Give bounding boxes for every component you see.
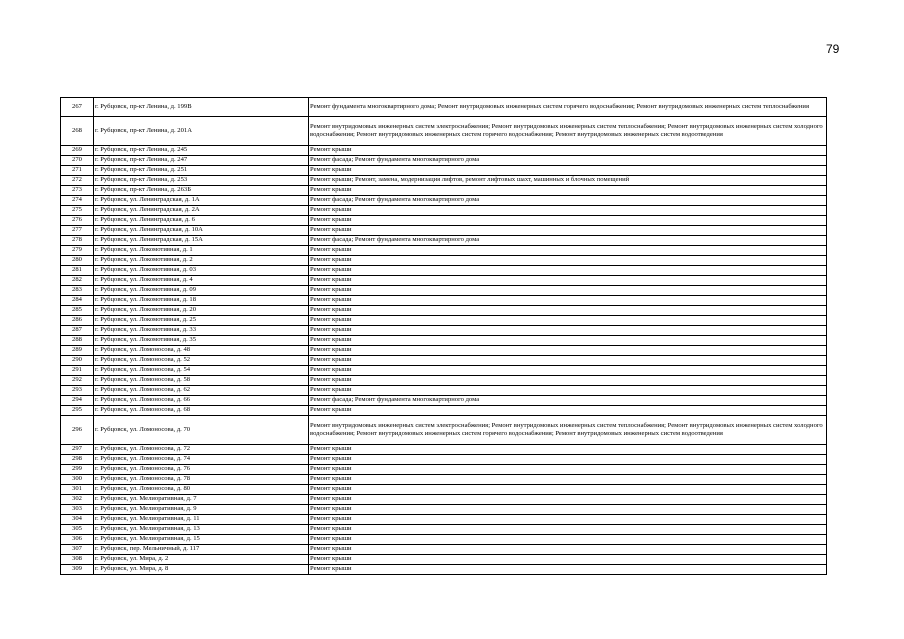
table-row [61,166,827,176]
row-work: Ремонт крыши [309,555,827,565]
row-address: г. Рубцовск, ул. Локомотивная, д. 4 [94,276,309,286]
table-row [61,386,827,396]
row-work: Ремонт внутридомовых инженерных систем электроснабжения; Ремонт внутридомовых инженерных систем теплоснабжения; Ремонт внутридомовых инженерных систем холодного водоснабжения; Ремонт внутридомовых инженерных систем горячего водоснабжения; Ремонт внутридомовых инженерных систем водоотведения [309,416,827,445]
table-row [61,555,827,565]
row-address: г. Рубцовск, ул. Ленинградская, д. 1А [94,196,309,206]
row-work: Ремонт крыши [309,495,827,505]
table-row [61,515,827,525]
row-work: Ремонт крыши [309,565,827,575]
row-number: 292 [61,376,94,386]
row-work: Ремонт крыши [309,146,827,156]
row-address: г. Рубцовск, ул. Мира, д. 2 [94,555,309,565]
row-number: 291 [61,366,94,376]
row-work: Ремонт крыши [309,336,827,346]
row-work: Ремонт фасада; Ремонт фундамента многоквартирного дома [309,156,827,166]
row-work: Ремонт крыши [309,515,827,525]
row-work: Ремонт крыши [309,475,827,485]
row-address: г. Рубцовск, ул. Ломоносова, д. 70 [94,416,309,445]
table-row [61,98,827,117]
row-address: г. Рубцовск, пр-кт Ленина, д. 199В [94,98,309,117]
table-row [61,306,827,316]
table-row [61,495,827,505]
row-work: Ремонт крыши [309,166,827,176]
row-number: 283 [61,286,94,296]
row-address: г. Рубцовск, ул. Ленинградская, д. 10А [94,226,309,236]
table-row [61,256,827,266]
table-row [61,296,827,306]
table-row [61,336,827,346]
row-work: Ремонт внутридомовых инженерных систем электроснабжения; Ремонт внутридомовых инженерных систем теплоснабжения; Ремонт внутридомовых инженерных систем холодного водоснабжения; Ремонт внутридомовых инженерных систем горячего водоснабжения; Ремонт внутридомовых инженерных систем водоотведения [309,117,827,146]
row-number: 296 [61,416,94,445]
table-row [61,445,827,455]
table-row [61,326,827,336]
table-row [61,356,827,366]
row-number: 304 [61,515,94,525]
row-address: г. Рубцовск, пр-кт Ленина, д. 253 [94,176,309,186]
row-number: 308 [61,555,94,565]
row-work: Ремонт фасада; Ремонт фундамента многоквартирного дома [309,236,827,246]
table-row [61,346,827,356]
table-row [61,465,827,475]
row-address: г. Рубцовск, ул. Локомотивная, д. 20 [94,306,309,316]
row-work: Ремонт фасада; Ремонт фундамента многоквартирного дома [309,196,827,206]
row-address: г. Рубцовск, ул. Ломоносова, д. 72 [94,445,309,455]
row-number: 267 [61,98,94,117]
works-table [60,97,827,575]
row-work: Ремонт крыши [309,386,827,396]
row-number: 285 [61,306,94,316]
row-work: Ремонт крыши [309,485,827,495]
table-row [61,316,827,326]
row-work: Ремонт крыши [309,226,827,236]
row-address: г. Рубцовск, ул. Локомотивная, д. 33 [94,326,309,336]
row-number: 305 [61,525,94,535]
row-work: Ремонт крыши [309,455,827,465]
row-number: 269 [61,146,94,156]
row-work: Ремонт крыши [309,206,827,216]
row-address: г. Рубцовск, ул. Ломоносова, д. 62 [94,386,309,396]
table-row [61,206,827,216]
row-work: Ремонт крыши [309,256,827,266]
row-work: Ремонт крыши [309,286,827,296]
table-row [61,505,827,515]
row-address: г. Рубцовск, пр-кт Ленина, д. 263Б [94,186,309,196]
row-number: 286 [61,316,94,326]
row-number: 276 [61,216,94,226]
table-row [61,216,827,226]
row-number: 289 [61,346,94,356]
row-number: 303 [61,505,94,515]
row-number: 290 [61,356,94,366]
row-address: г. Рубцовск, ул. Локомотивная, д. 2 [94,256,309,266]
row-work: Ремонт крыши [309,376,827,386]
table-row [61,117,827,146]
row-address: г. Рубцовск, ул. Локомотивная, д. 18 [94,296,309,306]
row-address: г. Рубцовск, ул. Ломоносова, д. 54 [94,366,309,376]
row-work: Ремонт крыши [309,186,827,196]
row-work: Ремонт крыши [309,216,827,226]
row-address: г. Рубцовск, ул. Мелиоративная, д. 13 [94,525,309,535]
row-work: Ремонт крыши [309,356,827,366]
row-address: г. Рубцовск, ул. Ломоносова, д. 68 [94,406,309,416]
row-address: г. Рубцовск, пр-кт Ленина, д. 201А [94,117,309,146]
row-work: Ремонт крыши [309,326,827,336]
row-address: г. Рубцовск, ул. Ломоносова, д. 76 [94,465,309,475]
row-address: г. Рубцовск, ул. Ломоносова, д. 66 [94,396,309,406]
row-address: г. Рубцовск, ул. Локомотивная, д. 25 [94,316,309,326]
row-number: 279 [61,246,94,256]
row-work: Ремонт крыши [309,505,827,515]
row-number: 275 [61,206,94,216]
row-work: Ремонт крыши [309,266,827,276]
table-row [61,366,827,376]
row-number: 309 [61,565,94,575]
row-work: Ремонт крыши [309,276,827,286]
table-row [61,535,827,545]
row-work: Ремонт крыши [309,246,827,256]
row-number: 270 [61,156,94,166]
row-address: г. Рубцовск, ул. Локомотивная, д. 09 [94,286,309,296]
row-address: г. Рубцовск, ул. Мелиоративная, д. 7 [94,495,309,505]
row-address: г. Рубцовск, ул. Мелиоративная, д. 9 [94,505,309,515]
table-row [61,146,827,156]
row-address: г. Рубцовск, ул. Ломоносова, д. 80 [94,485,309,495]
row-number: 280 [61,256,94,266]
row-work: Ремонт фундамента многоквартирного дома; Ремонт внутридомовых инженерных систем горячего водоснабжения; Ремонт внутридомовых инженерных систем теплоснабжения [309,98,827,117]
row-number: 300 [61,475,94,485]
table-row [61,545,827,555]
row-address: г. Рубцовск, пер. Мельничный, д. 117 [94,545,309,555]
row-address: г. Рубцовск, ул. Ломоносова, д. 52 [94,356,309,366]
row-number: 307 [61,545,94,555]
row-number: 284 [61,296,94,306]
table-row [61,396,827,406]
row-work: Ремонт крыши [309,465,827,475]
table-row [61,236,827,246]
row-address: г. Рубцовск, пр-кт Ленина, д. 251 [94,166,309,176]
row-work: Ремонт крыши [309,545,827,555]
row-number: 306 [61,535,94,545]
row-number: 273 [61,186,94,196]
table-row [61,565,827,575]
row-number: 298 [61,455,94,465]
row-work: Ремонт крыши [309,366,827,376]
table-row [61,406,827,416]
row-address: г. Рубцовск, пр-кт Ленина, д. 245 [94,146,309,156]
works-table-body [61,98,827,575]
page-number: 79 [826,42,840,56]
table-row [61,376,827,386]
row-number: 268 [61,117,94,146]
row-work: Ремонт крыши [309,406,827,416]
row-address: г. Рубцовск, ул. Мира, д. 8 [94,565,309,575]
row-number: 272 [61,176,94,186]
row-number: 288 [61,336,94,346]
row-address: г. Рубцовск, ул. Мелиоративная, д. 11 [94,515,309,525]
row-number: 287 [61,326,94,336]
row-address: г. Рубцовск, ул. Мелиоративная, д. 15 [94,535,309,545]
table-row [61,416,827,445]
row-address: г. Рубцовск, ул. Ленинградская, д. 6 [94,216,309,226]
row-address: г. Рубцовск, ул. Локомотивная, д. 1 [94,246,309,256]
row-address: г. Рубцовск, ул. Локомотивная, д. 35 [94,336,309,346]
row-address: г. Рубцовск, ул. Ломоносова, д. 58 [94,376,309,386]
row-work: Ремонт крыши [309,525,827,535]
row-number: 301 [61,485,94,495]
row-number: 274 [61,196,94,206]
row-work: Ремонт крыши [309,535,827,545]
row-number: 278 [61,236,94,246]
row-number: 297 [61,445,94,455]
row-work: Ремонт крыши; Ремонт, замена, модернизация лифтов, ремонт лифтовых шахт, машинных и блочных помещений [309,176,827,186]
table-row [61,276,827,286]
table-row [61,286,827,296]
table-row [61,246,827,256]
row-number: 282 [61,276,94,286]
row-number: 302 [61,495,94,505]
table-row [61,176,827,186]
table-row [61,455,827,465]
table-row [61,186,827,196]
table-row [61,475,827,485]
row-number: 295 [61,406,94,416]
table-row [61,485,827,495]
row-address: г. Рубцовск, ул. Ломоносова, д. 74 [94,455,309,465]
table-row [61,226,827,236]
row-number: 271 [61,166,94,176]
row-work: Ремонт крыши [309,445,827,455]
row-work: Ремонт крыши [309,346,827,356]
table-row [61,196,827,206]
row-work: Ремонт крыши [309,306,827,316]
row-number: 277 [61,226,94,236]
row-address: г. Рубцовск, ул. Локомотивная, д. 03 [94,266,309,276]
row-work: Ремонт крыши [309,316,827,326]
row-work: Ремонт крыши [309,296,827,306]
row-address: г. Рубцовск, ул. Ленинградская, д. 15А [94,236,309,246]
row-work: Ремонт фасада; Ремонт фундамента многоквартирного дома [309,396,827,406]
table-row [61,266,827,276]
row-address: г. Рубцовск, ул. Ленинградская, д. 2А [94,206,309,216]
table-row [61,525,827,535]
table-row [61,156,827,166]
row-number: 294 [61,396,94,406]
row-number: 293 [61,386,94,396]
row-address: г. Рубцовск, ул. Ломоносова, д. 78 [94,475,309,485]
row-number: 299 [61,465,94,475]
row-address: г. Рубцовск, пр-кт Ленина, д. 247 [94,156,309,166]
row-address: г. Рубцовск, ул. Ломоносова, д. 48 [94,346,309,356]
row-number: 281 [61,266,94,276]
